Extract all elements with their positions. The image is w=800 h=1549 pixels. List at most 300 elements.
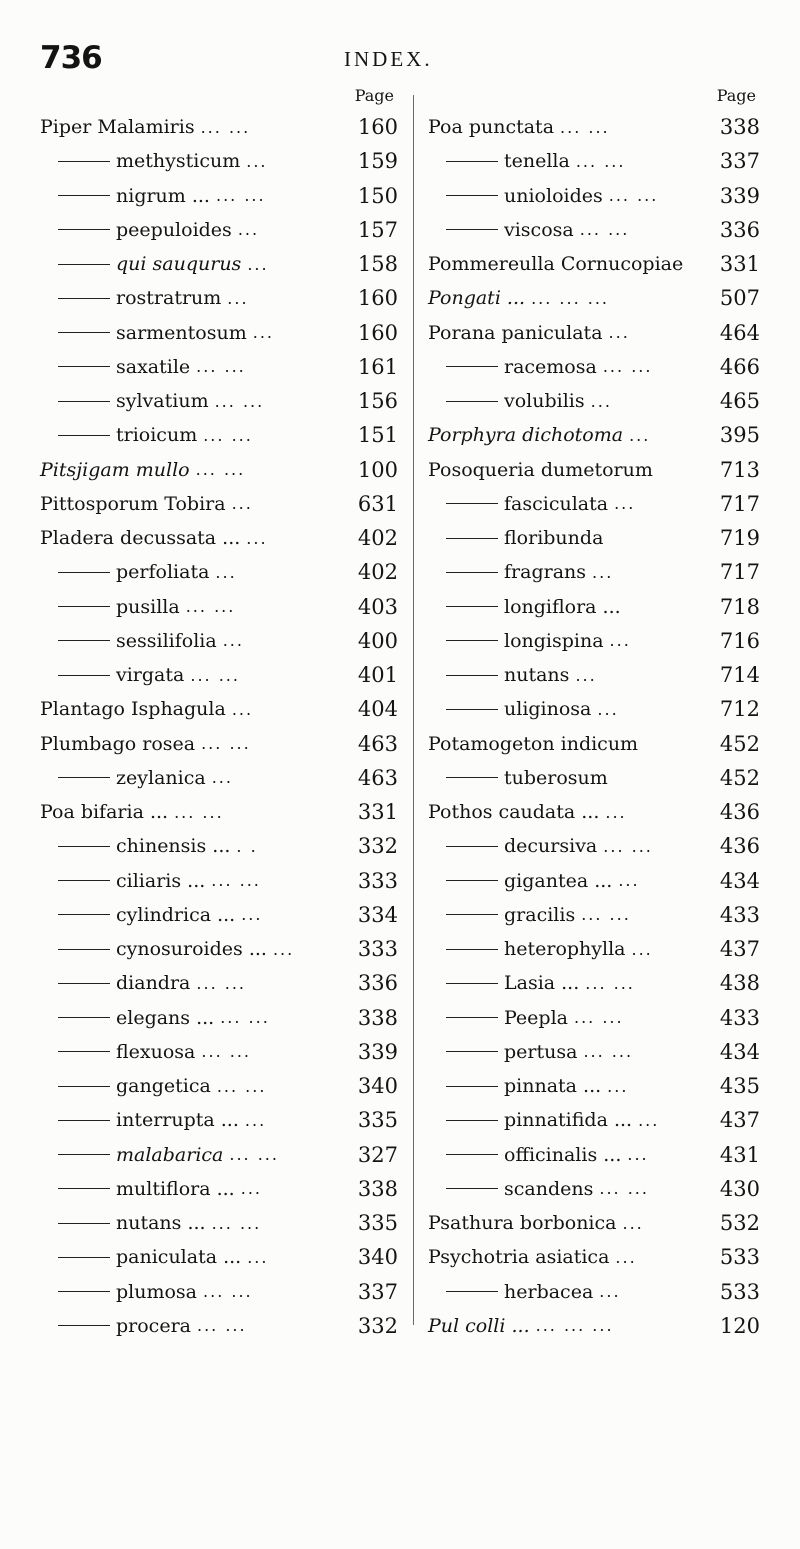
leader-dots: ... xyxy=(622,1213,644,1233)
leader-dots: ... ... xyxy=(174,802,224,822)
ditto-dash xyxy=(58,229,110,230)
page-ref: 100 xyxy=(357,457,398,482)
page-ref: 161 xyxy=(357,354,398,379)
page-ref: 717 xyxy=(719,560,760,585)
ditto-dash xyxy=(58,195,110,196)
page-ref: 438 xyxy=(719,971,760,996)
leader-dots: ... xyxy=(211,768,233,788)
leader-dots: ... xyxy=(246,528,268,548)
ditto-dash xyxy=(58,332,110,333)
page-ref: 719 xyxy=(719,526,760,551)
ditto-dash xyxy=(446,229,498,230)
ditto-dash xyxy=(58,914,110,915)
leader-dots: ... ... xyxy=(211,871,261,891)
entry-name-text: cylindrica ... xyxy=(116,903,236,926)
page-ref: 157 xyxy=(357,217,398,242)
leader-dots: ... ... xyxy=(599,1179,649,1199)
entry-name xyxy=(58,664,184,686)
index-subentry xyxy=(40,316,398,350)
ditto-dash xyxy=(446,846,498,847)
ditto-dash xyxy=(58,1257,110,1258)
ditto-dash xyxy=(446,401,498,402)
page-ref: 338 xyxy=(357,1176,398,1201)
entry-name-text: virgata xyxy=(116,664,185,687)
ditto-dash xyxy=(58,777,110,778)
ditto-dash xyxy=(446,1188,498,1189)
page-ref: 465 xyxy=(719,389,760,414)
index-subentry xyxy=(428,864,760,898)
index-subentry xyxy=(40,350,398,384)
entry-name-text: gangetica xyxy=(116,1075,211,1098)
page-ref: 463 xyxy=(357,731,398,756)
entry-name-text: herbacea xyxy=(504,1280,594,1303)
leader-dots: ... xyxy=(607,1076,629,1096)
ditto-dash xyxy=(58,298,110,299)
leader-dots: ... ... xyxy=(216,1076,267,1096)
leader-dots: ... xyxy=(246,151,268,171)
entry-name-text: longiflora ... xyxy=(504,595,621,618)
index-subentry xyxy=(428,829,760,863)
entry-name-text: cynosuroides ... xyxy=(116,938,267,961)
entry-name xyxy=(446,596,621,618)
index-column-left xyxy=(40,82,398,1343)
leader-dots: ... xyxy=(241,905,263,925)
index-subentry xyxy=(40,1275,398,1309)
index-entry xyxy=(428,110,760,144)
entry-name xyxy=(428,116,554,138)
entry-name-text: zeylanica xyxy=(116,766,206,789)
entry-name xyxy=(428,1212,616,1234)
entry-name xyxy=(446,835,597,857)
entry-name-text: Psathura borbonica xyxy=(428,1212,617,1235)
leader-dots: ... ... xyxy=(560,117,610,137)
entry-name xyxy=(58,767,206,789)
entry-name xyxy=(58,150,240,172)
ditto-dash xyxy=(58,1223,110,1224)
index-subentry xyxy=(40,384,398,418)
leader-dots: ... xyxy=(629,425,651,445)
index-subentry xyxy=(40,1069,398,1103)
entry-name xyxy=(446,1007,568,1029)
ditto-dash xyxy=(446,366,498,367)
index-subentry xyxy=(40,1309,398,1343)
entry-name xyxy=(40,459,190,481)
ditto-dash xyxy=(58,366,110,367)
leader-dots: ... xyxy=(615,1247,637,1267)
entry-name-text: officinalis ... xyxy=(504,1143,622,1166)
index-subentry xyxy=(428,1275,760,1309)
index-subentry xyxy=(428,179,760,213)
ditto-dash xyxy=(446,1154,498,1155)
page-ref: 437 xyxy=(719,937,760,962)
leader-dots: ... ... xyxy=(201,1042,251,1062)
ditto-dash xyxy=(58,161,110,162)
page-ref: 452 xyxy=(719,765,760,790)
entry-name xyxy=(58,870,205,892)
page-ref: 339 xyxy=(719,183,760,208)
index-subentry xyxy=(40,1206,398,1240)
page-ref: 713 xyxy=(719,457,760,482)
page-ref: 151 xyxy=(357,423,398,448)
entry-name xyxy=(58,904,235,926)
entry-name-text: pinnatifida ... xyxy=(504,1109,633,1132)
entry-name-text: viscosa xyxy=(504,218,574,241)
entry-name xyxy=(58,219,232,241)
entry-name xyxy=(446,938,626,960)
ditto-dash xyxy=(58,640,110,641)
entry-name-text: pinnata ... xyxy=(504,1075,602,1098)
leader-dots: ... ... xyxy=(579,220,630,240)
page-ref: 452 xyxy=(719,731,760,756)
entry-name xyxy=(446,1144,621,1166)
ditto-dash xyxy=(446,1017,498,1018)
entry-name-text: racemosa xyxy=(504,355,597,378)
entry-name xyxy=(428,1246,609,1268)
entry-name-text: fragrans xyxy=(504,561,587,584)
leader-dots: ... ... xyxy=(195,460,246,480)
entry-name-text: plumosa xyxy=(116,1280,198,1303)
index-subentry xyxy=(40,590,398,624)
index-subentry xyxy=(428,350,760,384)
page-ref: 160 xyxy=(357,320,398,345)
leader-dots: ... ... xyxy=(215,186,266,206)
ditto-dash xyxy=(446,1120,498,1121)
ditto-dash xyxy=(446,640,498,641)
leader-dots: ... xyxy=(631,939,653,959)
leader-dots: ... xyxy=(237,220,260,240)
page-ref: 434 xyxy=(719,1039,760,1064)
leader-dots: ... ... xyxy=(575,151,626,171)
entry-name-text: interrupta ... xyxy=(116,1109,239,1132)
page-ref: 395 xyxy=(719,423,760,448)
entry-name xyxy=(446,1041,577,1063)
entry-name xyxy=(446,630,604,652)
page-ref: 120 xyxy=(719,1313,760,1338)
ditto-dash xyxy=(58,1154,110,1155)
entry-name xyxy=(58,1144,223,1166)
page-ref: 340 xyxy=(357,1074,398,1099)
entry-name xyxy=(58,1109,239,1131)
entry-name xyxy=(58,1007,214,1029)
entry-name-text: malabarica xyxy=(116,1143,224,1166)
index-entry xyxy=(40,110,398,144)
entry-name xyxy=(446,972,579,994)
page-ref: 338 xyxy=(357,1005,398,1030)
leader-dots: ... ... xyxy=(196,973,246,993)
entry-name xyxy=(58,1246,241,1268)
index-subentry xyxy=(40,1138,398,1172)
entry-name-text: pertusa xyxy=(504,1040,578,1063)
entry-name xyxy=(446,698,591,720)
leader-dots: ... xyxy=(252,323,275,343)
entry-name-text: rostratrum xyxy=(116,287,222,310)
entry-name-text: Pommereulla Cornucopiae xyxy=(428,253,684,276)
entry-name xyxy=(446,1281,593,1303)
leader-dots: ... ... xyxy=(229,1145,279,1165)
page-column-label: Page xyxy=(716,86,756,105)
entry-name-text: Poa bifaria ... xyxy=(40,801,169,824)
page-ref: 436 xyxy=(719,800,760,825)
page-ref: 435 xyxy=(719,1074,760,1099)
ditto-dash xyxy=(446,675,498,676)
page-ref: 404 xyxy=(357,697,398,722)
page-title: INDEX. xyxy=(344,47,433,71)
ditto-dash xyxy=(446,983,498,984)
entry-name xyxy=(58,287,221,309)
index-entry xyxy=(428,247,760,281)
entry-name-text: Pitsjigam mullo xyxy=(40,458,190,481)
entry-name xyxy=(428,459,653,481)
page-ref: 159 xyxy=(357,149,398,174)
page-column-label: Page xyxy=(354,86,394,105)
index-subentry xyxy=(428,1035,760,1069)
entry-name xyxy=(58,630,217,652)
entry-name-text: nutans ... xyxy=(116,1212,206,1235)
ditto-dash xyxy=(58,1051,110,1052)
leader-dots: ... xyxy=(575,665,597,685)
leader-dots: ... ... xyxy=(190,665,240,685)
column-divider xyxy=(413,95,414,1325)
entry-name-text: flexuosa xyxy=(116,1040,196,1063)
entry-name xyxy=(446,767,608,789)
leader-dots: ... xyxy=(627,1145,649,1165)
entry-name-text: Psychotria asiatica xyxy=(428,1246,610,1269)
index-subentry xyxy=(40,144,398,178)
entry-name-text: Porana paniculata xyxy=(428,321,603,344)
entry-name xyxy=(40,733,195,755)
entry-name xyxy=(428,253,683,275)
entry-name xyxy=(428,1315,530,1337)
entry-name xyxy=(446,1075,601,1097)
index-subentry xyxy=(428,1103,760,1137)
leader-dots: . . xyxy=(236,836,258,856)
index-entry xyxy=(428,418,760,452)
index-subentry xyxy=(428,658,760,692)
entry-name xyxy=(446,356,597,378)
index-subentry xyxy=(40,179,398,213)
index-subentry xyxy=(40,213,398,247)
page-ref: 400 xyxy=(357,628,398,653)
leader-dots: ... ... xyxy=(608,186,659,206)
entry-name-text: heterophylla xyxy=(504,938,626,961)
page-ref: 402 xyxy=(357,560,398,585)
entry-name xyxy=(40,116,195,138)
index-entry xyxy=(428,727,760,761)
entry-name-text: Pothos caudata ... xyxy=(428,801,600,824)
leader-dots: ... ... xyxy=(574,1008,624,1028)
page-ref: 332 xyxy=(357,1313,398,1338)
page-ref: 403 xyxy=(357,594,398,619)
ditto-dash xyxy=(446,1051,498,1052)
index-subentry xyxy=(40,1103,398,1137)
entry-name xyxy=(58,1075,211,1097)
index-subentry xyxy=(40,898,398,932)
index-subentry xyxy=(428,1172,760,1206)
page-ref: 433 xyxy=(719,902,760,927)
index-subentry xyxy=(428,1001,760,1035)
entry-name xyxy=(58,390,209,412)
index-subentry xyxy=(428,384,760,418)
entry-name xyxy=(40,698,226,720)
page-ref: 337 xyxy=(357,1279,398,1304)
entry-name xyxy=(446,1109,632,1131)
page-ref: 466 xyxy=(719,354,760,379)
leader-dots: ... xyxy=(638,1110,660,1130)
page-ref: 340 xyxy=(357,1245,398,1270)
index-subentry xyxy=(428,213,760,247)
entry-name-text: peepuloides xyxy=(116,218,232,241)
ditto-dash xyxy=(58,1017,110,1018)
index-entry xyxy=(428,1240,760,1274)
leader-dots: ... xyxy=(227,288,249,308)
ditto-dash xyxy=(446,538,498,539)
index-subentry xyxy=(40,247,398,281)
index-subentry xyxy=(40,555,398,589)
entry-name xyxy=(446,390,585,412)
entry-name-text: nutans xyxy=(504,664,570,687)
leader-dots: ... xyxy=(614,494,636,514)
ditto-dash xyxy=(58,846,110,847)
entry-name xyxy=(40,493,226,515)
entry-name-text: elegans ... xyxy=(116,1006,215,1029)
leader-dots: ... ... xyxy=(211,1213,262,1233)
entry-name-text: diandra xyxy=(116,972,191,995)
entry-name xyxy=(446,664,569,686)
page-ref: 332 xyxy=(357,834,398,859)
page-ref: 712 xyxy=(719,697,760,722)
page-ref: 337 xyxy=(719,149,760,174)
index-entry xyxy=(428,795,760,829)
ditto-dash xyxy=(58,435,110,436)
entry-name xyxy=(58,322,247,344)
leader-dots: ... xyxy=(599,1282,621,1302)
entry-name xyxy=(58,972,190,994)
entry-name xyxy=(58,1178,235,1200)
ditto-dash xyxy=(58,606,110,607)
entry-name xyxy=(58,596,180,618)
page-ref: 160 xyxy=(357,115,398,140)
leader-dots: ... xyxy=(240,1179,262,1199)
ditto-dash xyxy=(58,675,110,676)
ditto-dash xyxy=(58,880,110,881)
leader-dots: ... ... xyxy=(203,1282,253,1302)
entry-name-text: chinensis ... xyxy=(116,835,231,858)
index-entry xyxy=(40,453,398,487)
leader-dots: ... ... ... xyxy=(535,1316,614,1336)
page-ref: 335 xyxy=(357,1108,398,1133)
entry-name-text: sarmentosum xyxy=(116,321,247,344)
ditto-dash xyxy=(446,161,498,162)
leader-dots: ... ... xyxy=(602,357,653,377)
index-entry xyxy=(40,795,398,829)
index-subentry xyxy=(428,624,760,658)
index-entry xyxy=(428,1309,760,1343)
entry-name xyxy=(58,938,267,960)
entry-name xyxy=(40,527,240,549)
entry-name xyxy=(446,493,608,515)
page-ref: 463 xyxy=(357,765,398,790)
entry-name-text: gracilis xyxy=(504,903,576,926)
ditto-dash xyxy=(446,777,498,778)
index-entry xyxy=(40,487,398,521)
ditto-dash xyxy=(446,880,498,881)
entry-name xyxy=(58,835,230,857)
entry-name xyxy=(58,1212,206,1234)
entry-name-text: Piper Malamiris xyxy=(40,116,195,139)
entry-name-text: tuberosum xyxy=(504,766,608,789)
page-ref: 338 xyxy=(719,115,760,140)
page-ref: 333 xyxy=(357,937,398,962)
entry-name-text: qui sauqurus xyxy=(116,253,242,276)
index-subentry xyxy=(428,966,760,1000)
index-subentry xyxy=(40,1172,398,1206)
page-ref: 631 xyxy=(357,491,398,516)
page-ref: 327 xyxy=(357,1142,398,1167)
entry-name-text: fasciculata xyxy=(504,492,609,515)
entry-name xyxy=(58,1315,191,1337)
index-entry xyxy=(428,316,760,350)
leader-dots: ... xyxy=(618,871,640,891)
entry-name-text: procera xyxy=(116,1314,191,1337)
entry-name xyxy=(58,424,197,446)
entry-name-text: saxatile xyxy=(116,355,191,378)
page-ref: 333 xyxy=(357,868,398,893)
entry-name-text: Peepla xyxy=(504,1006,568,1029)
entry-name xyxy=(446,185,603,207)
index-entry xyxy=(428,1206,760,1240)
page-ref: 339 xyxy=(357,1039,398,1064)
index-subentry xyxy=(428,761,760,795)
leader-dots: ... xyxy=(244,1110,267,1130)
ditto-dash xyxy=(446,914,498,915)
index-subentry xyxy=(40,1001,398,1035)
entry-name xyxy=(446,150,570,172)
entry-name-text: gigantea ... xyxy=(504,869,613,892)
ditto-dash xyxy=(446,1086,498,1087)
entry-name xyxy=(428,322,603,344)
entry-name xyxy=(58,561,209,583)
page-ref: 717 xyxy=(719,491,760,516)
index-column-right xyxy=(428,82,760,1343)
entry-name-text: ciliaris ... xyxy=(116,869,206,892)
page-ref: 507 xyxy=(719,286,760,311)
page-ref: 718 xyxy=(719,594,760,619)
leader-dots: ... ... xyxy=(220,1008,270,1028)
entry-name-text: Poa punctata xyxy=(428,116,555,139)
entry-name xyxy=(58,356,190,378)
index-subentry xyxy=(40,1035,398,1069)
index-subentry xyxy=(428,1138,760,1172)
entry-name-text: uliginosa xyxy=(504,698,592,721)
leader-dots: ... ... xyxy=(185,597,236,617)
page-ref: 401 xyxy=(357,663,398,688)
entry-name xyxy=(428,424,623,446)
entry-name-text: Plantago Isphagula xyxy=(40,698,226,721)
index-subentry xyxy=(428,932,760,966)
leader-dots: ... xyxy=(215,562,237,582)
index-subentry xyxy=(40,658,398,692)
entry-name-text: sylvatium xyxy=(116,390,209,413)
page-ref: 158 xyxy=(357,252,398,277)
leader-dots: ... ... xyxy=(214,391,265,411)
page-ref: 464 xyxy=(719,320,760,345)
entry-name-text: Posoqueria dumetorum xyxy=(428,458,653,481)
entry-name-text: floribunda xyxy=(504,527,604,550)
page-ref: 156 xyxy=(357,389,398,414)
ditto-dash xyxy=(446,195,498,196)
ditto-dash xyxy=(58,572,110,573)
entry-name-text: Pul colli ... xyxy=(428,1314,530,1337)
